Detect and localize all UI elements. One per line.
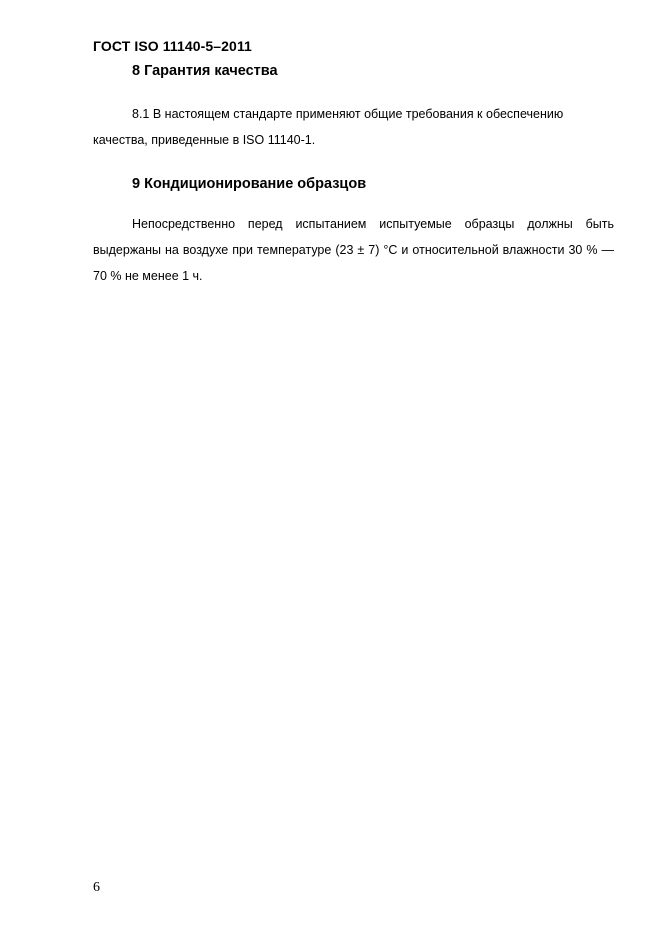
section-8-title: 8 Гарантия качества [132,63,278,79]
section-9-paragraph: Непосредственно перед испытанием испытуемые образцы должны быть выдержаны на воздухе при температуре (23 ± 7) °С и относительной влажности 30 % — 70 % не менее 1 ч. [93,217,614,283]
section-8-paragraph: 8.1 В настоящем стандарте применяют общие требования к обеспечению качества, приведенные в ISO 11140-1. [93,107,564,147]
section-9-title: 9 Кондиционирование образцов [132,176,367,192]
document-header: ГОСТ ISO 11140-5–2011 [93,38,252,54]
page-number: 6 [93,880,100,895]
